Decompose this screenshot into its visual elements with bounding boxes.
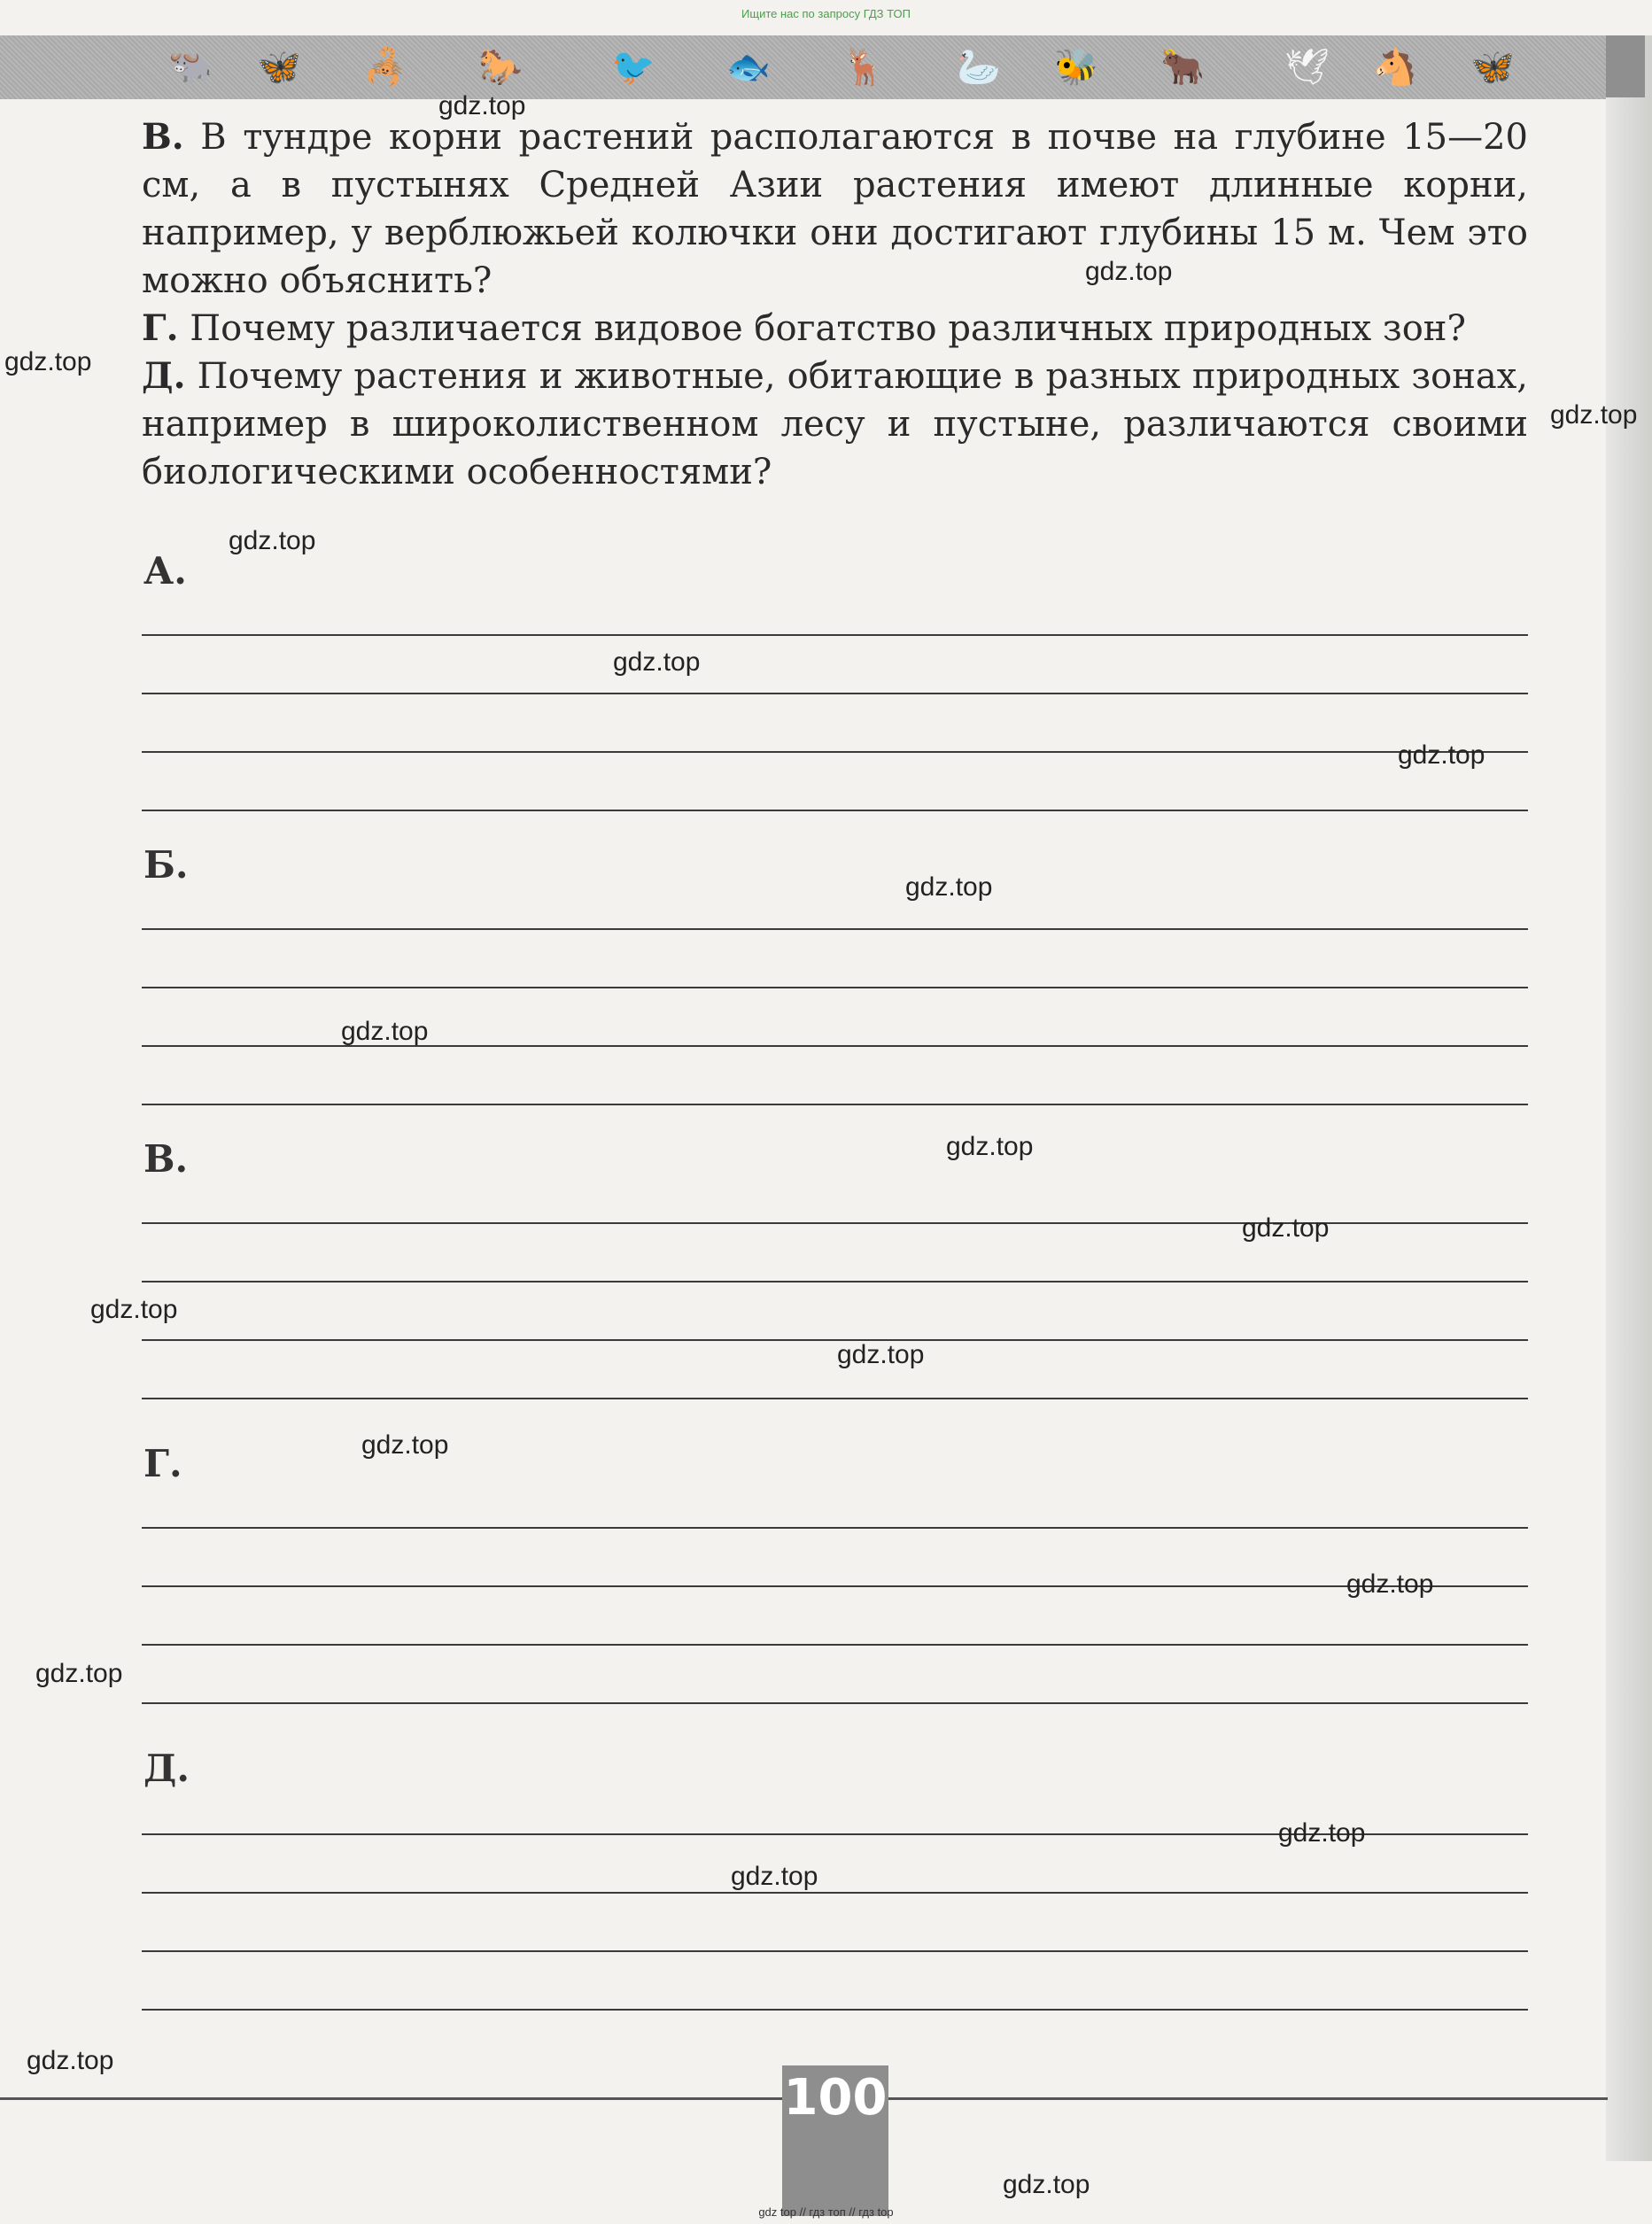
watermark: gdz.top [731,1862,818,1891]
watermark: gdz.top [35,1659,123,1688]
answer-line[interactable] [142,1702,1528,1704]
horse-icon: 🐴 [1373,47,1417,88]
answer-line[interactable] [142,1104,1528,1105]
answer-line[interactable] [142,693,1528,694]
watermark: gdz.top [90,1295,178,1324]
watermark: gdz.top [837,1340,925,1369]
answer-label-g: Г. [143,1442,182,1485]
butterfly-icon: 🦋 [1470,47,1515,88]
page-edge-shadow [1606,35,1652,2161]
bird-icon: 🕊 [1284,47,1330,88]
answer-line[interactable] [142,928,1528,930]
page-number: 100 [783,2069,888,2127]
horse-icon: 🐎 [478,47,523,88]
question-letter: Д. [142,355,186,397]
watermark: gdz.top [341,1017,429,1046]
watermark: gdz.top [27,2046,114,2075]
answer-line[interactable] [142,1892,1528,1894]
bird-icon: 🐦 [611,47,655,88]
question-letter: В. [142,116,184,158]
question-g [142,305,1528,353]
bee-icon: 🐝 [1054,47,1098,88]
answer-label-b: Б. [143,843,189,887]
watermark: gdz.top [1085,257,1173,286]
answer-label-d: Д. [143,1747,190,1790]
watermark: gdz.top [1346,1569,1434,1599]
watermark: gdz.top [1278,1818,1366,1848]
butterfly-icon: 🦋 [257,47,301,88]
bison-icon: 🐃 [168,47,213,88]
fish-icon: 🐟 [726,47,771,88]
question-v [142,113,1528,305]
question-letter: Г. [142,307,179,349]
page-edge-tab [1606,35,1645,97]
watermark: gdz.top [946,1132,1034,1161]
answer-line[interactable] [142,2009,1528,2011]
watermark: gdz.top [1242,1213,1330,1243]
answer-line[interactable] [142,1339,1528,1341]
watermark: gdz.top [4,347,92,376]
heron-icon: 🦢 [957,47,1001,88]
question-text: Почему различается видовое богатство различных природных зон? [178,308,1466,349]
top-note: Ищите нас по запросу ГДЗ ТОП [741,7,911,20]
answer-line[interactable] [142,634,1528,636]
answer-line[interactable] [142,1527,1528,1529]
watermark: gdz.top [1003,2170,1090,2199]
watermark: gdz.top [1398,740,1485,770]
answer-label-v: В. [143,1137,189,1181]
answer-line[interactable] [142,1644,1528,1646]
header-animal-band [0,35,1612,99]
bison-icon: 🐂 [1160,47,1205,88]
question-text: В тундре корни растений располагаются в почве на глубине 15—20 см, а в пустынях Средней Азии растения имеют длинные корни, например, у верблюжьей колючки они достигают глубины 15 м. Чем это можно объяснить? [142,117,1528,301]
watermark: gdz.top [438,91,526,120]
scorpion-icon: 🦂 [363,47,407,88]
watermark: gdz.top [229,526,316,555]
answer-line[interactable] [142,810,1528,811]
answer-line[interactable] [142,1398,1528,1399]
answer-line[interactable] [142,1585,1528,1587]
watermark: gdz.top [361,1430,449,1460]
answer-line[interactable] [142,1950,1528,1952]
watermark: gdz.top [1550,400,1638,430]
answer-label-a: А. [143,549,187,593]
watermark: gdz.top [905,872,993,902]
questions-block [142,113,1528,496]
answer-line[interactable] [142,1281,1528,1282]
deer-icon: 🦌 [842,47,886,88]
answer-line[interactable] [142,751,1528,753]
question-d [142,353,1528,496]
footer-note: gdz top // гдз топ // гдз top [758,2205,894,2219]
watermark: gdz.top [613,647,701,677]
question-text: Почему растения и животные, обитающие в разных природных зонах, например в широколиственном лесу и пустыне, различаются своими биологическими особенностями? [142,356,1528,492]
answer-line[interactable] [142,987,1528,988]
